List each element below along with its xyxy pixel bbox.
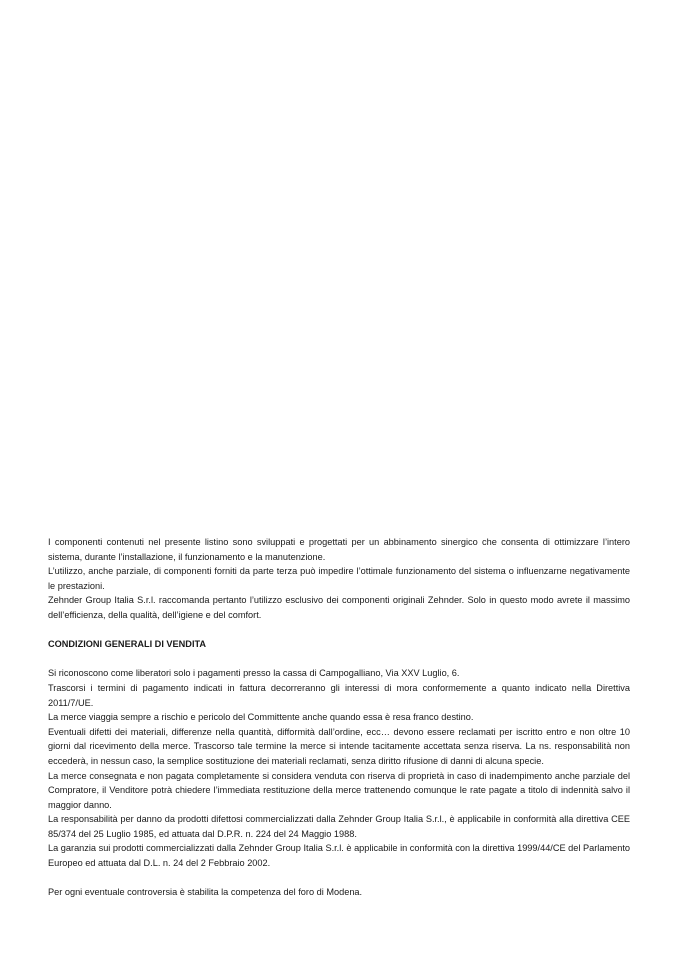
condition-paragraph: Eventuali difetti dei materiali, differenze nella quantità, difformità dall’ordine, ecc… devono essere reclamati per iscritto entro e non oltre 10 giorni dal ricevimento della merce. Trascorso tale termine la merce si intende tacitamente accettata senza riserva. La ns. responsabilità non eccederà, in nessun caso, la semplice sostituzione dei materiali reclamati, senza diritto rifusione di danni di alcuna specie. (48, 726, 630, 766)
closing-paragraph: Per ogni eventuale controversia è stabilita la competenza del foro di Modena. (48, 887, 363, 898)
condition-paragraph: La merce consegnata e non pagata completamente si considera venduta con riserva di proprietà in caso di inadempimento anche parziale del Compratore, il Venditore potrà chiedere l’immediata restituzione della merce trattenendo comunque le rate pagate a titolo di indennità salvo il maggior danno. (48, 770, 630, 810)
document-body (48, 535, 630, 900)
condition-paragraph: La responsabilità per danno da prodotti difettosi commercializzati dalla Zehnder Group Italia S.r.l., è applicabile in conformità alla direttiva CEE 85/374 del 25 Luglio 1985, ed attuata dal D.P.R. n. 224 del 24 Maggio 1988. (48, 814, 630, 839)
condition-paragraph: La merce viaggia sempre a rischio e pericolo del Committente anche quando essa è resa franco destino. (48, 712, 474, 723)
condition-paragraph: Trascorsi i termini di pagamento indicati in fattura decorreranno gli interessi di mora conformemente a quanto indicato nella Direttiva 2011/7/UE. (48, 682, 630, 708)
intro-paragraph: L’utilizzo, anche parziale, di componenti forniti da parte terza può impedire l’ottimale funzionamento del sistema o influenzarne negativamente le prestazioni. (48, 566, 630, 591)
intro-paragraph: I componenti contenuti nel presente listino sono sviluppati e progettati per un abbinamento sinergico che consenta di ottimizzare l’intero sistema, durante l’installazione, il funzionamento e la manutenzione. (48, 537, 630, 562)
condition-paragraph: Si riconoscono come liberatori solo i pagamenti presso la cassa di Campogalliano, Via XXV Luglio, 6. (48, 668, 460, 679)
condition-paragraph: La garanzia sui prodotti commercializzati dalla Zehnder Group Italia S.r.l. è applicabile in conformità con la direttiva 1999/44/CE del Parlamento Europeo ed attuata dal D.L. n. 24 del 2 Febbraio 2002. (48, 843, 630, 869)
section-heading: CONDIZIONI GENERALI DI VENDITA (48, 639, 207, 650)
intro-paragraph: Zehnder Group Italia S.r.l. raccomanda pertanto l’utilizzo esclusivo dei componenti originali Zehnder. Solo in questo modo avrete il massimo dell’efficienza, della qualità, dell’igiene e del comfort. (48, 595, 630, 620)
